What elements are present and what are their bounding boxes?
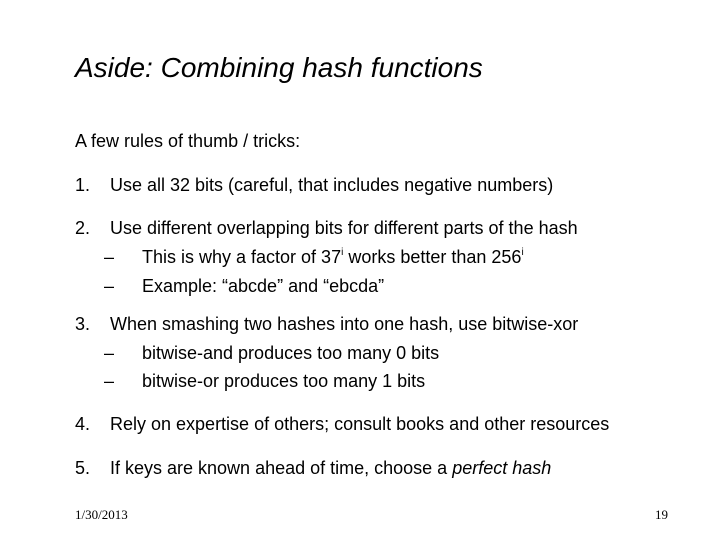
sub-item — [104, 371, 425, 392]
sub-text: bitwise-or produces too many 1 bits — [142, 371, 426, 391]
rule-5 — [75, 458, 551, 479]
rule-text: If keys are known ahead of time, choose a — [110, 458, 453, 478]
sub-text-before: This is why a factor of 37 — [142, 247, 342, 267]
sub-item — [104, 247, 524, 268]
superscript: i — [341, 247, 344, 258]
rule-number: 4. — [75, 414, 91, 434]
rule-4 — [75, 414, 609, 435]
rule-number: 2. — [75, 218, 91, 238]
sub-text: Example: “abcde” and “ebcda” — [142, 276, 385, 296]
dash-bullet: – — [104, 276, 115, 296]
rule-text: Rely on expertise of others; consult books and other resources — [110, 414, 610, 434]
intro-text: A few rules of thumb / tricks: — [75, 131, 301, 151]
sub-item — [104, 343, 439, 364]
rule-emphasis: perfect hash — [452, 458, 552, 478]
rule-number: 5. — [75, 458, 91, 478]
rule-text: Use different overlapping bits for different parts of the hash — [110, 218, 578, 238]
sub-text-middle: works better than 256 — [343, 247, 522, 267]
rule-1 — [75, 175, 553, 196]
rule-3 — [75, 314, 578, 335]
dash-bullet: – — [104, 247, 115, 267]
rule-text: Use all 32 bits (careful, that includes negative numbers) — [110, 175, 554, 195]
slide-title: Aside: Combining hash functions — [75, 52, 483, 83]
dash-bullet: – — [104, 343, 115, 363]
page-number: 19 — [655, 507, 668, 522]
sub-item — [104, 276, 384, 297]
rule-number: 1. — [75, 175, 91, 195]
superscript: i — [521, 247, 524, 258]
footer-date: 1/30/2013 — [75, 507, 128, 522]
rule-number: 3. — [75, 314, 91, 334]
dash-bullet: – — [104, 371, 115, 391]
rule-text: When smashing two hashes into one hash, use bitwise-xor — [110, 314, 579, 334]
rule-2 — [75, 218, 578, 239]
sub-text: bitwise-and produces too many 0 bits — [142, 343, 440, 363]
